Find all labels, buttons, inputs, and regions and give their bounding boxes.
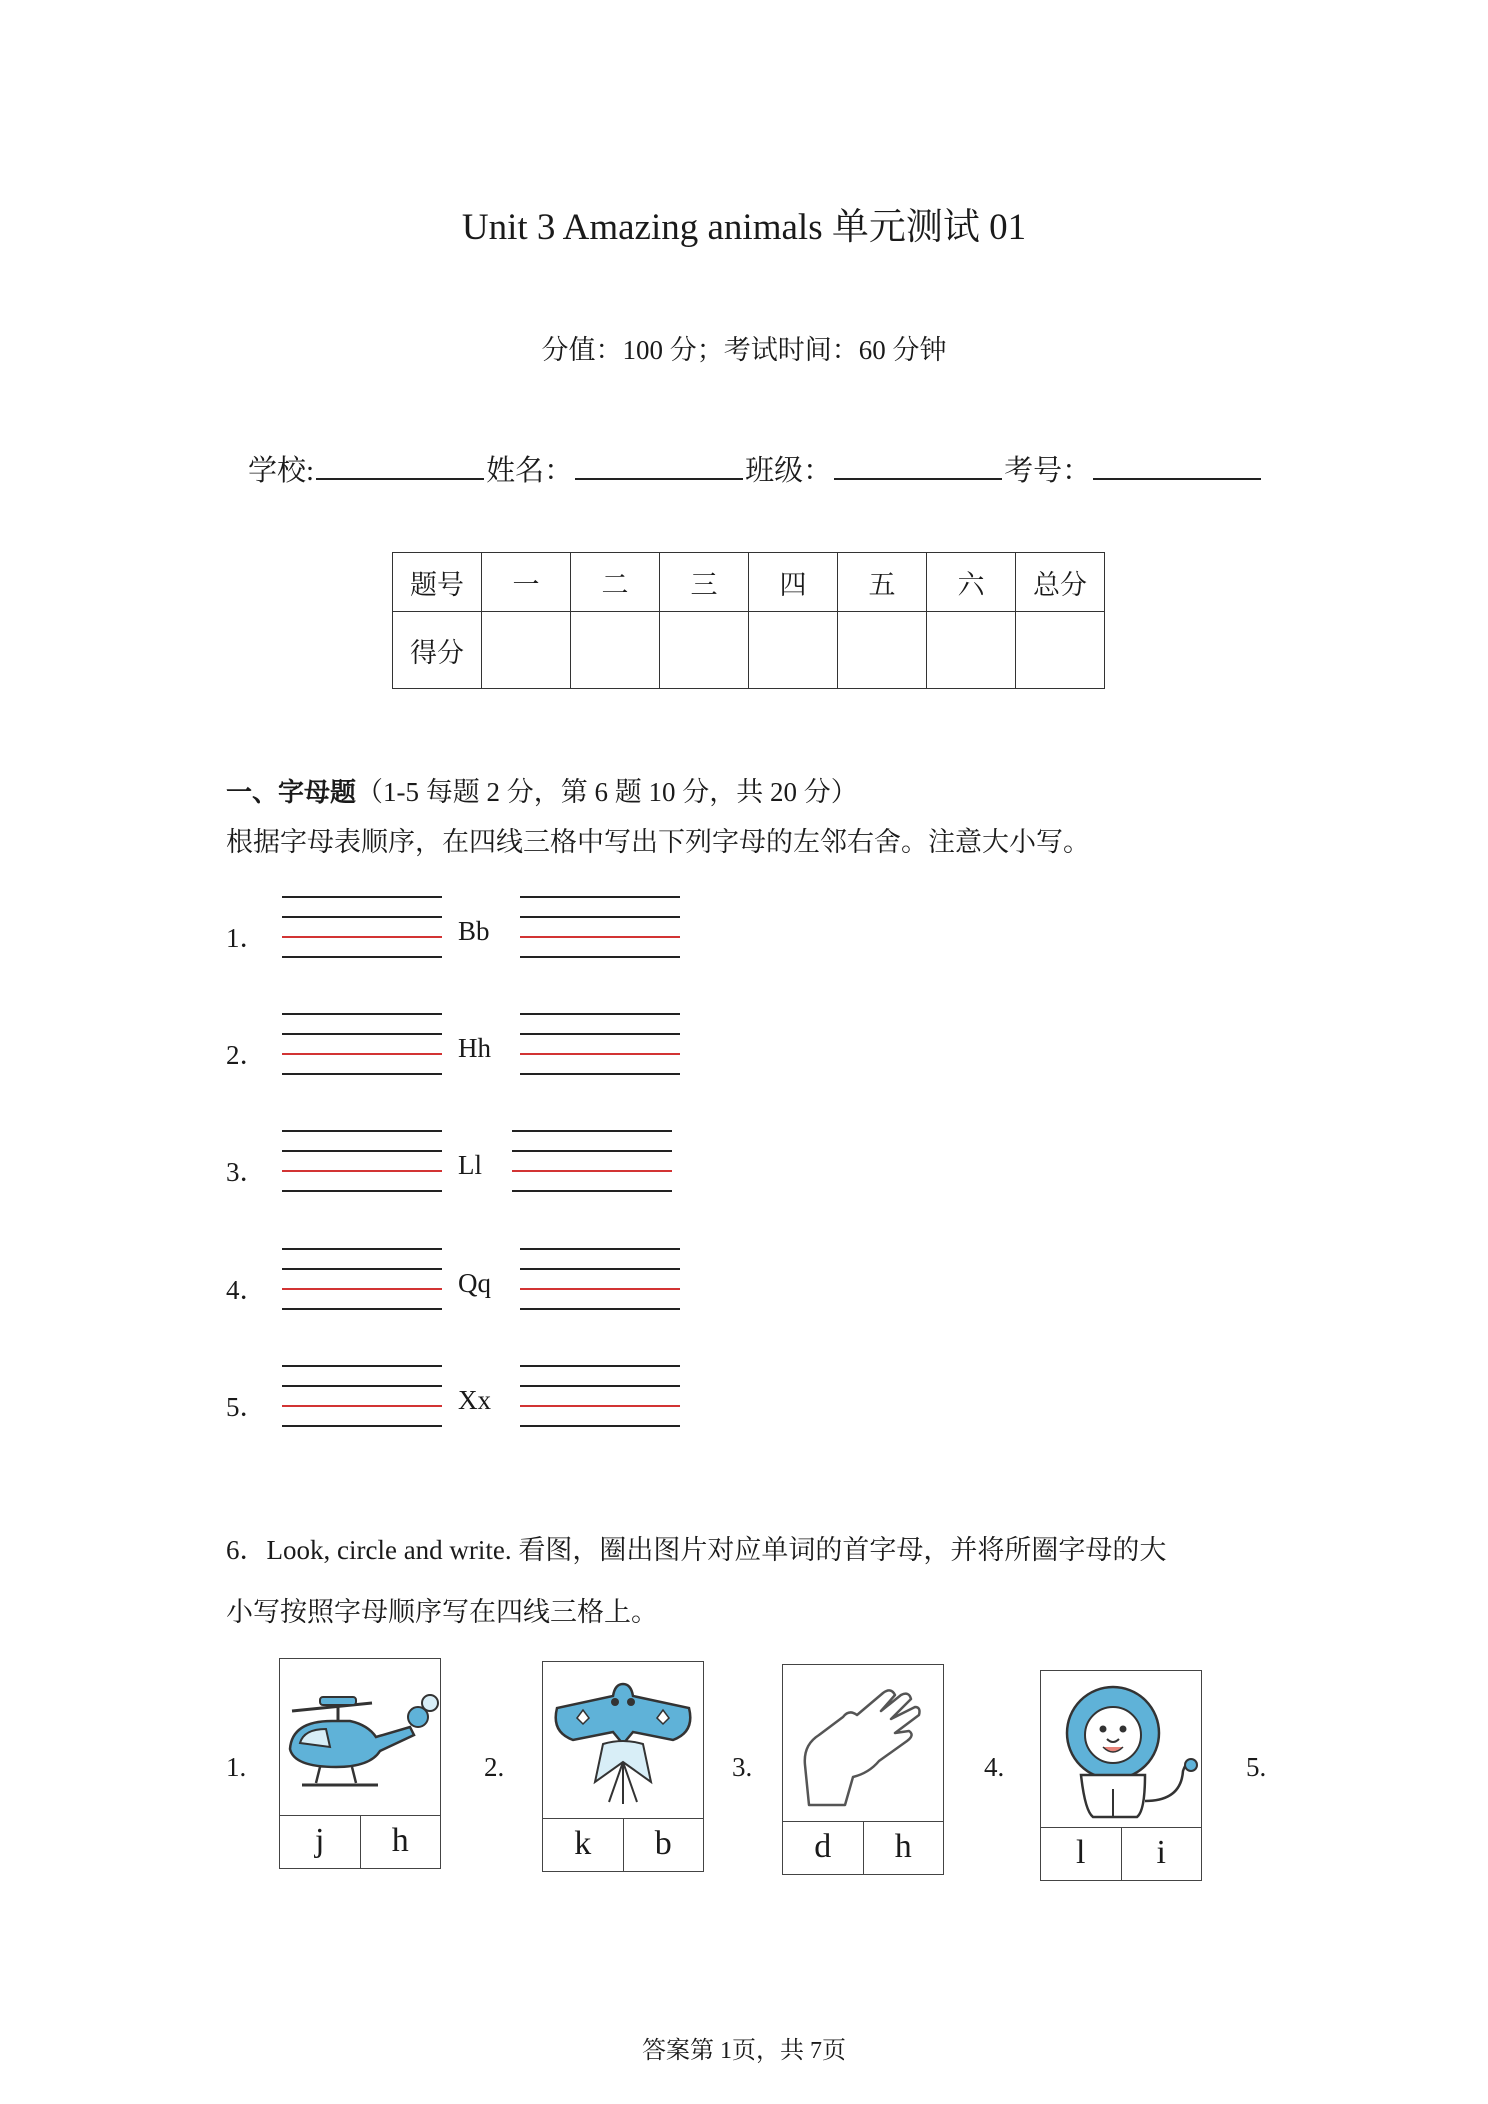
- guide-line: [520, 1365, 680, 1367]
- school-label: 学校:: [248, 455, 315, 487]
- letter-question: [226, 896, 726, 966]
- student-info-line: [248, 448, 1263, 489]
- guide-line: [282, 1425, 442, 1427]
- name-blank[interactable]: [575, 452, 743, 480]
- letter-question: [226, 1130, 726, 1200]
- guide-line: [520, 916, 680, 918]
- guide-line: [520, 1268, 680, 1270]
- given-letter: Hh: [458, 1033, 491, 1063]
- guide-line: [282, 1365, 442, 1367]
- school-blank[interactable]: [316, 452, 484, 480]
- guide-line: [282, 916, 442, 918]
- q6-instruction-line1: 6．Look, circle and write. 看图，圈出图片对应单词的首字母，并将所圈字母的大: [226, 1535, 1167, 1565]
- picture-card: [1040, 1670, 1202, 1881]
- guide-line: [520, 1033, 680, 1035]
- class-blank[interactable]: [834, 452, 1002, 480]
- page-title: Unit 3 Amazing animals 单元测试 01: [461, 207, 1027, 248]
- score-table-cell: 五: [838, 553, 927, 612]
- option-letter[interactable]: h: [360, 1816, 441, 1868]
- guide-line: [282, 1013, 442, 1015]
- question-number: 5．: [226, 1392, 267, 1422]
- score-table-cell: 四: [749, 553, 838, 612]
- guide-line: [512, 1130, 672, 1132]
- exam-info: 分值：100 分；考试时间：60 分钟: [541, 335, 947, 365]
- guide-line: [282, 1073, 442, 1075]
- option-letter[interactable]: k: [574, 1825, 592, 1862]
- picture-card: [542, 1661, 704, 1872]
- guide-line: [282, 1248, 442, 1250]
- kite-icon: [543, 1662, 703, 1819]
- guide-line: [282, 1308, 442, 1310]
- score-input-cell[interactable]: [571, 612, 660, 689]
- helicopter-icon: [280, 1659, 440, 1816]
- red-guide-line: [282, 1053, 442, 1055]
- guide-line: [282, 896, 442, 898]
- guide-line: [520, 1013, 680, 1015]
- guide-line: [520, 896, 680, 898]
- picture-number: 4.: [984, 1752, 1005, 1782]
- question-number: 4．: [226, 1275, 267, 1305]
- guide-line: [520, 956, 680, 958]
- picture-number: 2.: [484, 1752, 505, 1782]
- letter-question: [226, 1248, 726, 1318]
- lion-icon: [1041, 1671, 1201, 1828]
- red-guide-line: [282, 1405, 442, 1407]
- red-guide-line: [520, 1053, 680, 1055]
- hand-icon: [783, 1665, 943, 1822]
- guide-line: [520, 1425, 680, 1427]
- red-guide-line: [520, 1405, 680, 1407]
- guide-line: [282, 1033, 442, 1035]
- picture-number: 5.: [1246, 1752, 1267, 1782]
- score-input-cell[interactable]: [927, 612, 1016, 689]
- picture-number: 1.: [226, 1752, 247, 1782]
- score-table-cell: 三: [660, 553, 749, 612]
- four-line-grid-right[interactable]: [520, 1013, 680, 1079]
- score-input-cell[interactable]: [838, 612, 927, 689]
- score-input-cell[interactable]: [749, 612, 838, 689]
- section-title: 一、字母题: [226, 778, 357, 808]
- score-table: [392, 552, 1105, 689]
- red-guide-line: [282, 1288, 442, 1290]
- guide-line: [282, 1130, 442, 1132]
- guide-line: [520, 1248, 680, 1250]
- given-letter: Xx: [458, 1385, 491, 1415]
- guide-line: [512, 1190, 672, 1192]
- class-label: 班级：: [745, 455, 833, 487]
- option-letter[interactable]: h: [863, 1822, 944, 1874]
- letter-question: [226, 1013, 726, 1083]
- guide-line: [282, 1385, 442, 1387]
- score-table-cell: 总分: [1016, 553, 1105, 612]
- red-guide-line: [512, 1170, 672, 1172]
- score-table-header-row: [393, 553, 1105, 612]
- picture-number: 3.: [732, 1752, 753, 1782]
- guide-line: [282, 1268, 442, 1270]
- score-table-cell: 题号: [393, 553, 482, 612]
- question-number: 2．: [226, 1040, 267, 1070]
- red-guide-line: [520, 936, 680, 938]
- guide-line: [520, 1308, 680, 1310]
- score-table-score-row: [393, 612, 1105, 689]
- guide-line: [282, 956, 442, 958]
- four-line-grid-left[interactable]: [282, 1130, 442, 1196]
- q6-instruction-line2: 小写按照字母顺序写在四线三格上。: [226, 1597, 658, 1627]
- section-points: （1-5 每题 2 分，第 6 题 10 分，共 20 分）: [356, 777, 858, 807]
- guide-line: [520, 1073, 680, 1075]
- option-letter[interactable]: l: [1076, 1834, 1086, 1871]
- four-line-grid-left[interactable]: [282, 896, 442, 962]
- score-input-cell[interactable]: [660, 612, 749, 689]
- score-row-label: 得分: [393, 612, 482, 689]
- score-input-cell[interactable]: [482, 612, 571, 689]
- name-label: 姓名：: [486, 455, 574, 487]
- red-guide-line: [282, 936, 442, 938]
- guide-line: [512, 1150, 672, 1152]
- red-guide-line: [520, 1288, 680, 1290]
- score-table-cell: 一: [482, 553, 571, 612]
- score-table-cell: 二: [571, 553, 660, 612]
- given-letter: Bb: [458, 916, 490, 946]
- red-guide-line: [282, 1170, 442, 1172]
- score-input-cell[interactable]: [1016, 612, 1105, 689]
- guide-line: [520, 1385, 680, 1387]
- option-letter[interactable]: j: [315, 1822, 325, 1859]
- four-line-grid-left[interactable]: [282, 1248, 442, 1314]
- picture-card: [782, 1664, 944, 1875]
- section-heading: [226, 770, 858, 809]
- given-letter: Ll: [458, 1150, 482, 1180]
- option-letter[interactable]: d: [814, 1828, 832, 1865]
- four-line-grid-right[interactable]: [512, 1130, 672, 1196]
- four-line-grid-right[interactable]: [520, 896, 680, 962]
- four-line-grid-right[interactable]: [520, 1248, 680, 1314]
- section-instruction: 根据字母表顺序，在四线三格中写出下列字母的左邻右舍。注意大小写。: [226, 827, 1090, 857]
- question-number: 1．: [226, 923, 267, 953]
- question-number: 3．: [226, 1157, 267, 1187]
- exam-no-blank[interactable]: [1093, 452, 1261, 480]
- option-letter[interactable]: i: [1121, 1828, 1202, 1880]
- letter-question: [226, 1365, 726, 1435]
- score-table-cell: 六: [927, 553, 1016, 612]
- page-footer: 答案第 1页，共 7页: [642, 2038, 846, 2064]
- four-line-grid-left[interactable]: [282, 1013, 442, 1079]
- four-line-grid-left[interactable]: [282, 1365, 442, 1431]
- four-line-grid-right[interactable]: [520, 1365, 680, 1431]
- guide-line: [282, 1190, 442, 1192]
- given-letter: Qq: [458, 1268, 491, 1298]
- picture-card: [279, 1658, 441, 1869]
- guide-line: [282, 1150, 442, 1152]
- option-letter[interactable]: b: [623, 1819, 704, 1871]
- exam-no-label: 考号：: [1004, 455, 1092, 487]
